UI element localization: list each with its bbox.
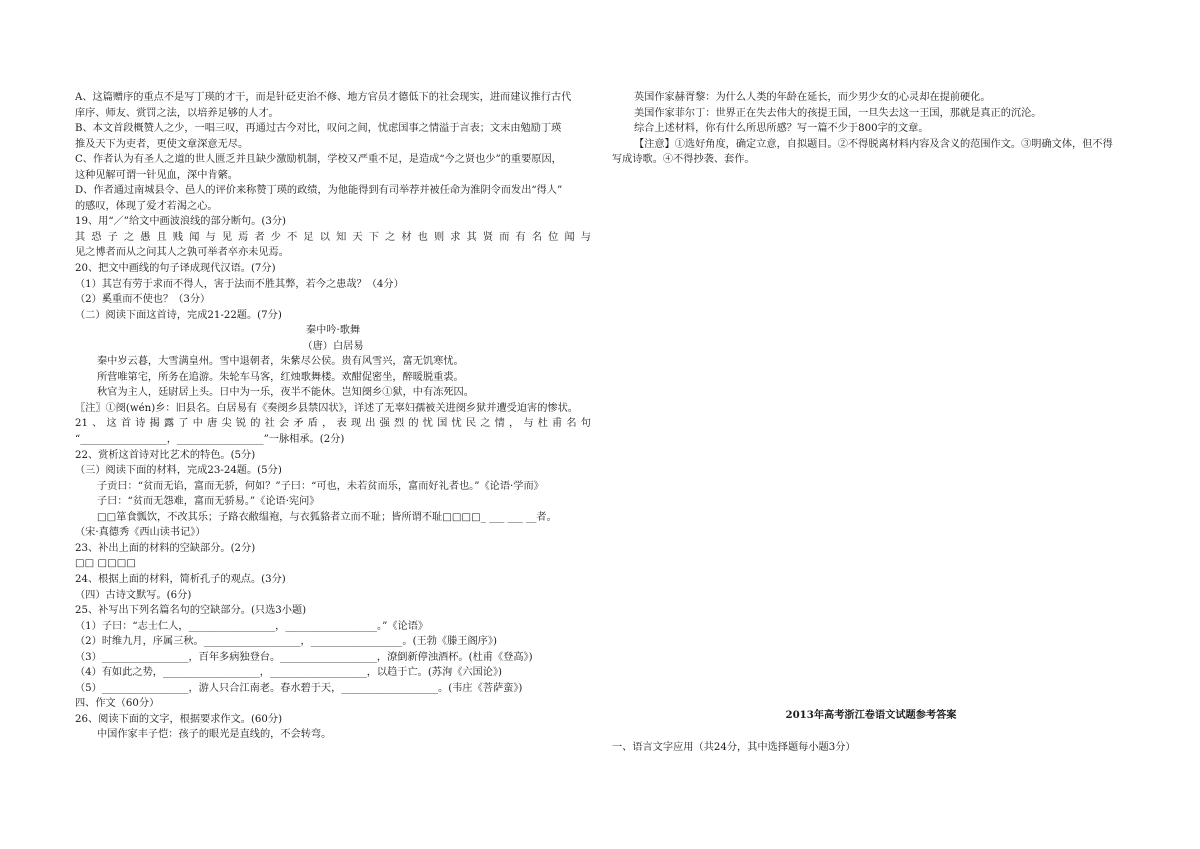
left-text-line: 子贡曰：“贫而无谄，富而无骄，何如？”子曰：“可也，未若贫而乐，富而好礼者也。”《论语·学而》	[97, 480, 544, 492]
left-text-line: （唐）白居易	[302, 340, 364, 352]
left-text-line: （2）时维九月，序属三秋。___________________，__________________。(王勃《滕王阁序》)	[75, 636, 497, 648]
left-text-line: 这种见解可谓一针见血，深中肯綮。	[75, 169, 238, 181]
right-text-line: 综合上述材料，你有什么所思所感？写一篇不少于800字的文章。	[634, 123, 929, 135]
left-text-line: A、这篇赠序的重点不是写丁瑛的才干，而是针砭吏治不修、地方官员才德低下的社会现实，进而建议推行古代	[75, 92, 572, 103]
left-text-line: □□箪食瓢饮，不改其乐；子路衣敝缊袍，与衣狐貉者立而不耻；皆所谓不耻□□□□_ ___ ___ __者。	[97, 511, 557, 523]
left-text-line: 子曰：“贫而无怨难，富而无骄易。”《论语·宪问》	[97, 496, 320, 508]
left-text-line: 24、根据上面的材料，简析孔子的观点。(3分)	[75, 573, 286, 585]
left-text-line: 25、补写出下列名篇名句的空缺部分。(只选3小题)	[75, 605, 307, 617]
left-text-line: （4）有如此之势，___________________，___________________，以趋于亡。(苏洵《六国论》)	[75, 667, 503, 679]
left-text-line: 22、赏析这首诗对比艺术的特色。(5分)	[75, 449, 256, 461]
left-text-line: 见之博者而从之问其人之孰可举者卒亦未见焉。	[75, 247, 289, 259]
left-text-line: 推及天下为吏者，更使文章深意无尽。	[75, 138, 249, 150]
left-text-line: （宋·真德秀《西山读书记》）	[75, 527, 206, 539]
right-text-line: 写成诗歌。④不得抄袭、套作。	[612, 154, 755, 166]
left-text-line: 其恐子之愚且贱闻与见焉者少不足以知天下之材也则求其贤而有名位闻与	[75, 231, 591, 243]
left-column	[75, 90, 591, 743]
right-text-line: 【注意】①选好角度，确定立意，自拟题目。②不得脱离材料内容及含义的范围作文。③明确文体，但不得	[634, 138, 1113, 150]
left-text-line: C、作者认为有圣人之道的世人匮乏并且缺少激励机制，学校又严重不足，是造成“今之贤也少”的重要原因，	[75, 154, 562, 166]
left-text-line: 20、把文中画线的句子译成现代汉语。(7分)	[75, 263, 276, 275]
left-text-line: （四）古诗文默写。(6分)	[75, 589, 192, 601]
left-text-line: 庠序、师友、赏罚之法，以培养足够的人才。	[75, 107, 279, 119]
left-text-line: 21、这首诗揭露了中唐尖锐的社会矛盾，表现出强烈的忧国忧民之情，与杜甫名句	[75, 418, 591, 430]
answer-key-title: 2013年高考浙江卷语文试题参考答案	[785, 709, 957, 721]
left-text-line: 秋官为主人，廷尉居上头。日中为一乐，夜半不能休。岂知阌乡①狱，中有冻死囚。	[97, 387, 474, 399]
left-text-line: B、本文首段概赞人之少，一唱三叹，再通过古今对比，叹问之间，忧虑国事之情溢于言表；文末由勉励丁瑛	[75, 123, 562, 135]
left-text-line: 秦中岁云暮，大雪满皇州。雪中退朝者，朱紫尽公侯。贵有风雪兴，富无饥寒忧。	[97, 356, 464, 368]
left-text-line: 所营唯第宅，所务在追游。朱轮车马客，红烛歌舞楼。欢酣促密坐，醉暖脱重裘。	[97, 371, 464, 383]
left-text-line: 26、阅读下面的文字，根据要求作文。(60分)	[75, 713, 283, 725]
left-text-line: 19、用“／”给文中画波浪线的部分断句。(3分)	[75, 216, 286, 228]
left-text-line: □□ □□□□	[75, 558, 136, 570]
left-text-line: （二）阅读下面这首诗，完成21-22题。(7分)	[75, 309, 282, 321]
right-text-line: 美国作家菲尔丁：世界正在失去伟大的孩提王国，一旦失去这一王国，那就是真正的沉沦。	[634, 107, 1042, 119]
left-text-line: （3）_________________，百年多病独登台。___________________，潦倒新停浊酒杯。(杜甫《登高》)	[75, 651, 533, 663]
left-text-line: （1）子曰：“志士仁人，_________________，__________________。”《论语》	[75, 620, 429, 632]
left-text-line: 23、补出上面的材料的空缺部分。(2分)	[75, 542, 256, 554]
left-text-line: （2）奚重而不使也？（3分）	[75, 294, 211, 306]
left-text-line: 中国作家丰子恺：孩子的眼光是直线的，不会转弯。	[97, 729, 332, 741]
left-text-line: D、作者通过南城县令、邑人的评价来称赞丁瑛的政绩，为他能得到有司举荐并被任命为淮阴令而发出“得人”	[75, 185, 563, 197]
answer-section-heading: 一、语言文字应用（共24分，其中选择题每小题3分）	[612, 742, 856, 753]
right-column	[612, 90, 1130, 168]
left-text-line: 的感叹，体现了爱才若渴之心。	[75, 200, 218, 212]
left-text-line: 四、作文（60分）	[75, 698, 160, 710]
left-text-line: “_________________，_________________”一脉相承。(2分)	[75, 434, 345, 446]
left-text-line: 〖注〗①阌(wén)乡：旧县名。白居易有《奏阌乡县禁囚状》，详述了无辜妇孺被关进阌乡狱并遭受迫害的惨状。	[75, 402, 578, 414]
left-text-line: 秦中吟·歌舞	[305, 325, 361, 337]
left-text-line: （三）阅读下面的材料，完成23-24题。(5分)	[75, 465, 282, 477]
left-text-line: （5）_________________，游人只合江南老。春水碧于天，___________________。(韦庄《菩萨蛮》)	[75, 682, 523, 694]
right-text-line: 英国作家赫胥黎：为什么人类的年龄在延长，而少男少女的心灵却在提前硬化。	[634, 92, 991, 103]
left-text-line: （1）其岂有劳于求而不得人，害于法而不胜其弊，若今之患哉？（4分）	[75, 278, 404, 290]
